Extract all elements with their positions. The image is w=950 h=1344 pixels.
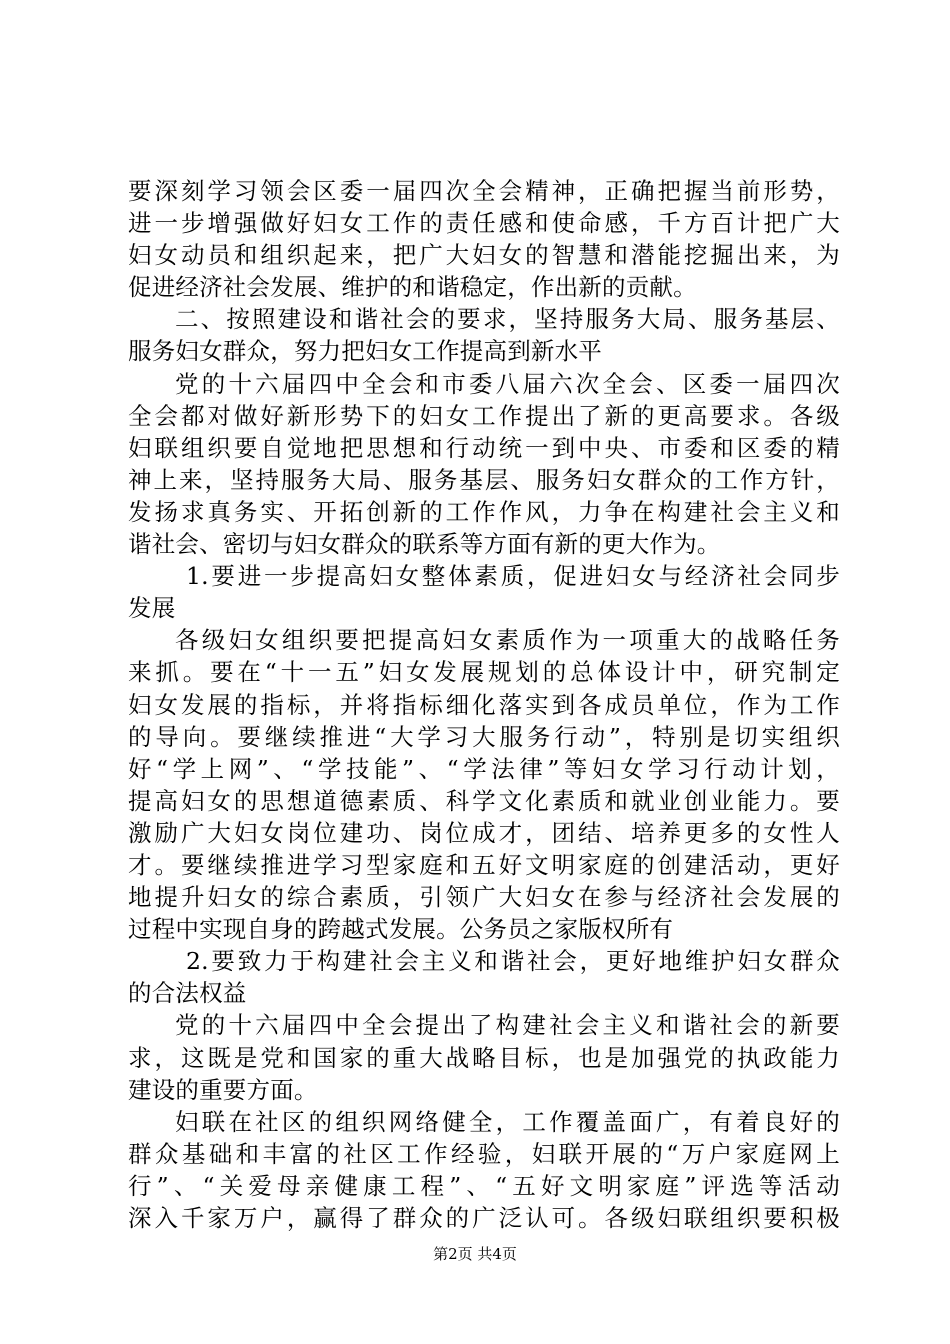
text-line: 党的十六届四中全会提出了构建社会主义和谐社会的新要 — [175, 1011, 840, 1040]
text-line: 过程中实现自身的跨越式发展。公务员之家版权所有 — [128, 915, 674, 944]
subheading-line: 1.要进一步提高妇女整体素质，促进妇女与经济社会同步 — [186, 562, 840, 591]
subheading-line: 的合法权益 — [128, 979, 247, 1008]
text-line: 求，这既是党和国家的重大战略目标，也是加强党的执政能力 — [128, 1043, 840, 1072]
section-heading-line: 服务妇女群众，努力把妇女工作提高到新水平 — [128, 337, 602, 366]
document-body — [128, 175, 840, 1234]
text-line: 进一步增强做好妇女工作的责任感和使命感，千方百计把广大 — [128, 209, 840, 238]
section-heading-line: 二、按照建设和谐社会的要求，坚持服务大局、服务基层、 — [175, 305, 840, 334]
text-line: 提高妇女的思想道德素质、科学文化素质和就业创业能力。要 — [128, 786, 840, 815]
text-line: 来抓。要在“十一五”妇女发展规划的总体设计中，研究制定 — [128, 658, 840, 687]
text-line: 促进经济社会发展、维护的和谐稳定，作出新的贡献。 — [128, 273, 697, 302]
text-line: 行”、“关爱母亲健康工程”、“五好文明家庭”评选等活动 — [128, 1171, 840, 1200]
text-line: 妇女动员和组织起来，把广大妇女的智慧和潜能挖掘出来，为 — [128, 241, 840, 270]
text-line: 群众基础和丰富的社区工作经验，妇联开展的“万户家庭网上 — [128, 1139, 840, 1168]
text-line: 发扬求真务实、开拓创新的工作作风，力争在构建社会主义和 — [128, 497, 840, 526]
text-line: 妇联组织要自觉地把思想和行动统一到中央、市委和区委的精 — [128, 433, 840, 462]
text-line: 的导向。要继续推进“大学习大服务行动”，特别是切实组织 — [128, 722, 840, 751]
text-line: 谐社会、密切与妇女群众的联系等方面有新的更大作为。 — [128, 530, 721, 559]
text-line: 全会都对做好新形势下的妇女工作提出了新的更高要求。各级 — [128, 401, 840, 430]
text-line: 妇联在社区的组织网络健全，工作覆盖面广，有着良好的 — [175, 1107, 840, 1136]
text-line: 地提升妇女的综合素质，引领广大妇女在参与经济社会发展的 — [128, 883, 840, 912]
page-number-footer: 第2页 共4页 — [433, 1245, 517, 1263]
text-line: 建设的重要方面。 — [128, 1075, 318, 1104]
text-line: 党的十六届四中全会和市委八届六次全会、区委一届四次 — [175, 369, 840, 398]
text-line: 才。要继续推进学习型家庭和五好文明家庭的创建活动，更好 — [128, 850, 840, 879]
subheading-line: 2.要致力于构建社会主义和谐社会，更好地维护妇女群众 — [186, 947, 840, 976]
text-line: 深入千家万户，赢得了群众的广泛认可。各级妇联组织要积极 — [128, 1204, 840, 1232]
text-line: 神上来，坚持服务大局、服务基层、服务妇女群众的工作方针， — [128, 465, 840, 494]
text-line: 各级妇女组织要把提高妇女素质作为一项重大的战略任务 — [175, 626, 840, 655]
subheading-line: 发展 — [128, 594, 176, 623]
text-line: 妇女发展的指标，并将指标细化落实到各成员单位，作为工作 — [128, 690, 840, 719]
text-line: 激励广大妇女岗位建功、岗位成才，团结、培养更多的女性人 — [128, 818, 840, 847]
text-line: 好“学上网”、“学技能”、“学法律”等妇女学习行动计划， — [128, 754, 840, 783]
text-line: 要深刻学习领会区委一届四次全会精神，正确把握当前形势， — [128, 177, 840, 205]
